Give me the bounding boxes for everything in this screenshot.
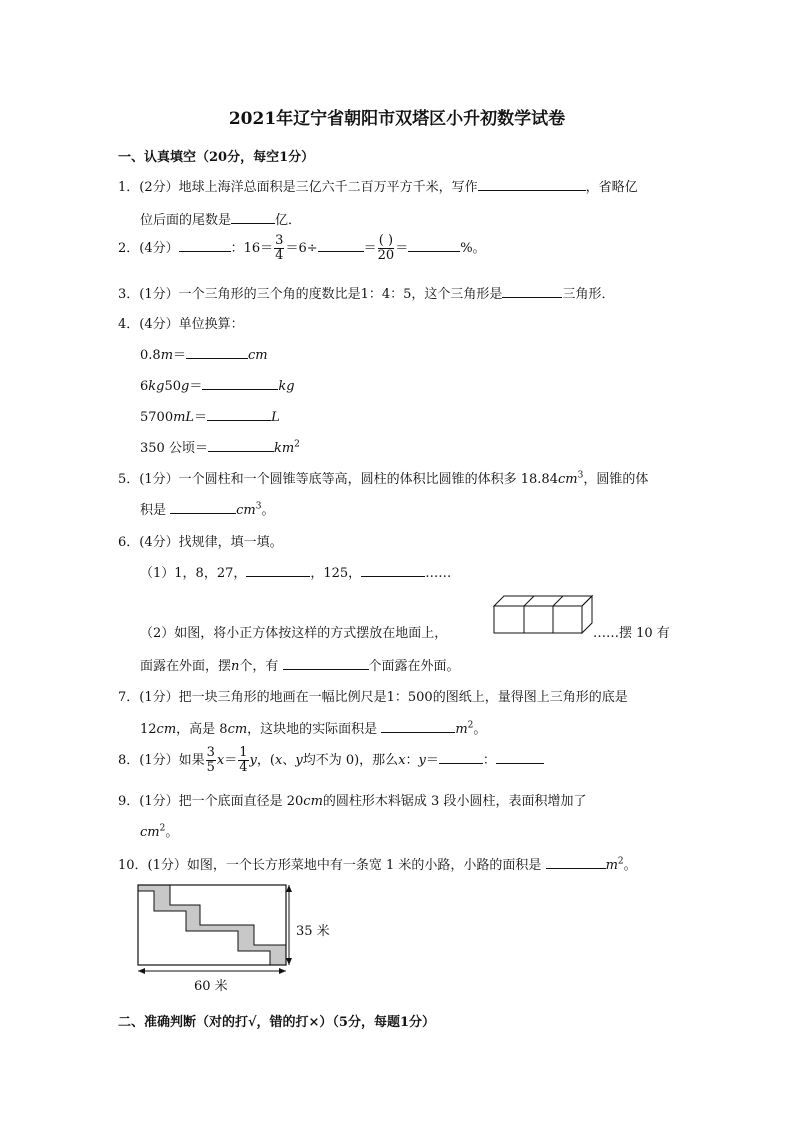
answer-blank[interactable] xyxy=(231,211,275,224)
question-8: 8．(1分）如果 $\frac{3}{5}$ x＝ $\frac{1}{4}$ y，(x、y均不为 0)，那么x：y＝ ： xyxy=(118,746,544,775)
answer-blank[interactable] xyxy=(208,439,274,452)
question-5-cont: 积是 $cm^3$。 xyxy=(140,501,275,518)
section-1-heading: 一、认真填空（20分，每空1分） xyxy=(118,150,315,165)
fraction: $\frac{( )}{20}$ xyxy=(377,233,395,263)
answer-blank[interactable] xyxy=(186,346,248,359)
answer-blank[interactable] xyxy=(478,178,586,191)
conversion-line-2: 6kg50g＝ kg xyxy=(140,379,295,394)
answer-blank[interactable] xyxy=(170,501,236,514)
question-7: 7．(1分）把一块三角形的地画在一幅比例尺是1：500的图纸上，量得图上三角形的底是 xyxy=(118,690,628,705)
answer-blank[interactable] xyxy=(381,720,455,733)
answer-blank[interactable] xyxy=(361,564,425,577)
question-4: 4．(4分）单位换算： xyxy=(118,317,244,332)
question-2: 2．(4分） ：16＝ $\frac{3}{4}$ ＝6÷ ＝ $\frac{( )}{20}$ ＝ %。 xyxy=(118,233,486,263)
question-10: 10．(1分）如图，一个长方形菜地中有一条宽 1 米的小路，小路的面积是 $m^2$。 xyxy=(118,856,637,873)
conversion-line-4: 350 公顷＝ $km^2$ xyxy=(140,439,300,456)
answer-blank[interactable] xyxy=(318,239,364,252)
conversion-line-3: 5700mL＝ L xyxy=(140,410,280,425)
question-6-part-2-cont: 面露在外面，摆n个，有 个面露在外面。 xyxy=(140,659,460,674)
width-label: 60 米 xyxy=(194,979,228,994)
answer-blank[interactable] xyxy=(207,408,271,421)
question-7-cont: 12cm，高是 8cm，这块地的实际面积是 $m^2$。 xyxy=(140,720,487,737)
answer-blank[interactable] xyxy=(546,856,606,869)
fraction: $\frac{1}{4}$ xyxy=(239,745,248,775)
page-title: 2021年辽宁省朝阳市双塔区小升初数学试卷 xyxy=(228,109,566,129)
fraction: $\frac{3}{4}$ xyxy=(275,233,284,263)
question-1: 1．(2分）地球上海洋总面积是三亿六千二百万平方千米，写作 ，省略亿 xyxy=(118,180,638,195)
answer-blank[interactable] xyxy=(408,239,460,252)
question-6-part-2-tail: ……摆 10 有 xyxy=(593,626,670,641)
answer-blank[interactable] xyxy=(202,377,278,390)
question-5: 5．(1分）一个圆柱和一个圆锥等底等高，圆柱的体积比圆锥的体积多 $18.84cm^3$，圆锥的体 xyxy=(118,470,649,487)
question-6: 6．(4分）找规律，填一填。 xyxy=(118,535,283,550)
question-1-cont: 位后面的尾数是 亿． xyxy=(140,213,302,228)
answer-blank[interactable] xyxy=(283,657,369,670)
question-9-cont: $cm^2$。 xyxy=(140,823,179,840)
question-9: 9．(1分）把一个底面直径是 20cm的圆柱形木料锯成 3 段小圆柱，表面积增加了 xyxy=(118,794,587,809)
question-3: 3．(1分）一个三角形的三个角的度数比是1：4：5，这个三角形是 三角形． xyxy=(118,287,615,302)
answer-blank[interactable] xyxy=(496,751,544,764)
answer-blank[interactable] xyxy=(502,285,562,298)
answer-blank[interactable] xyxy=(439,751,483,764)
answer-blank[interactable] xyxy=(179,239,231,252)
question-6-part-2: （2）如图，将小正方体按这样的方式摆放在地面上， xyxy=(140,626,448,641)
section-2-heading: 二、准确判断（对的打√，错的打×）（5分，每题1分） xyxy=(118,1015,436,1030)
conversion-line-1: 0.8m＝ cm xyxy=(140,348,268,363)
cube-row-figure xyxy=(494,596,594,636)
height-label: 35 米 xyxy=(296,924,330,939)
fraction: $\frac{3}{5}$ xyxy=(206,745,215,775)
question-6-part-1: （1）1，8，27， ，125， …… xyxy=(140,566,452,581)
answer-blank[interactable] xyxy=(246,564,310,577)
